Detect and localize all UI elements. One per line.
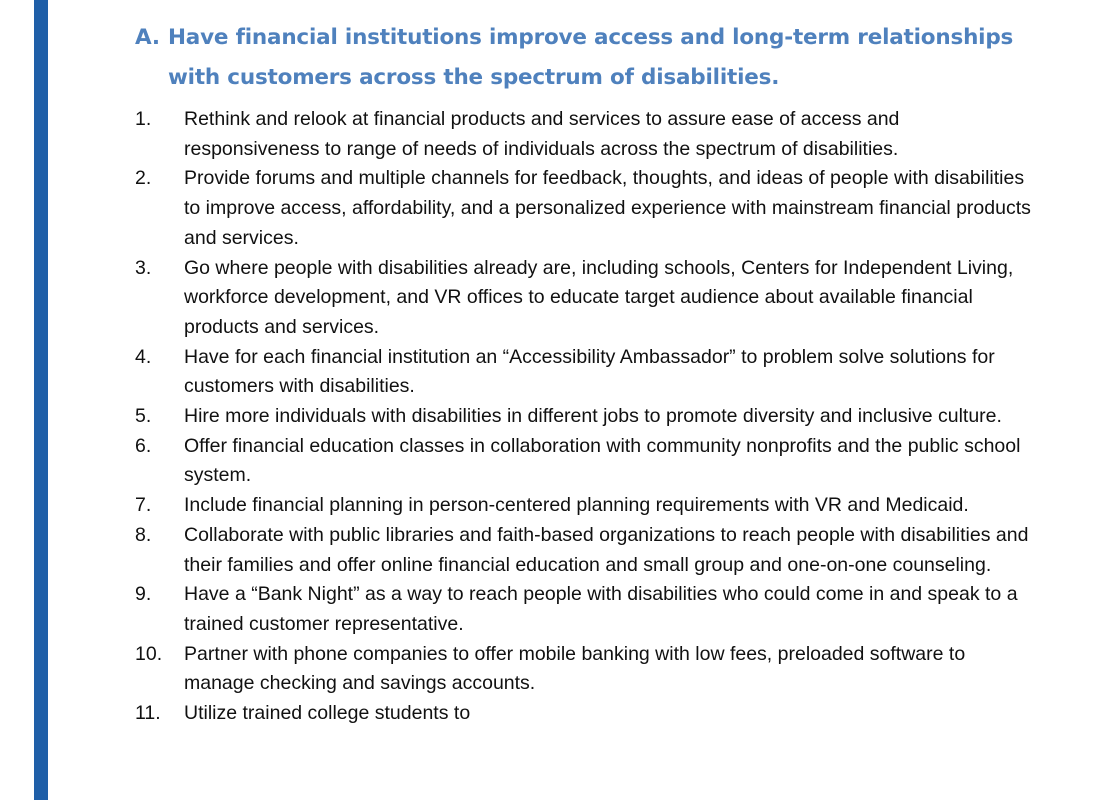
list-item [0,402,1100,432]
list-item-text: Collaborate with public libraries and faith-based organizations to reach people with disabilities and their families and offer online financial education and small group and one-on-one counseling. [184,523,1029,576]
list-item [0,343,1100,402]
list-item-number: 8. [135,523,152,546]
list-item [0,699,1100,729]
list-item [0,254,1100,343]
list-item-text: Have for each financial institution an “Accessibility Ambassador” to problem solve solutions for customers with disabilities. [184,345,995,398]
list-item-text: Provide forums and multiple channels for feedback, thoughts, and ideas of people with disabilities to improve access, affordability, and a personalized experience with mainstream financial products and services. [184,167,1031,249]
list-item-number: 4. [135,345,152,368]
list-item-text: Have a “Bank Night” as a way to reach people with disabilities who could come in and speak to a trained customer representative. [184,583,1018,635]
list-item [0,521,1100,580]
list-item-text: Rethink and relook at financial products and services to assure ease of access and responsiveness to range of needs of individuals across the spectrum of disabilities. [184,108,900,160]
list-item-number: 11. [135,702,161,725]
list-item [0,491,1100,521]
list-item-text: Go where people with disabilities already are, including schools, Centers for Independent Living, workforce development, and VR offices to educate target audience about available financial products and services. [184,256,1014,338]
heading-line-2: with customers across the spectrum of disabilities. [168,65,780,90]
heading-line-1: Have financial institutions improve access and long-term relationships [168,25,1014,50]
list-item [0,105,1100,164]
list-item-number: 7. [135,494,152,517]
list-item-number: 6. [135,434,152,457]
list-item-text: Utilize trained college students to [184,702,471,725]
recommendation-list [0,105,1100,729]
list-item [0,640,1100,699]
list-item-number: 3. [135,256,152,279]
list-item [0,432,1100,491]
list-item-text: Partner with phone companies to offer mobile banking with low fees, preloaded software to manage checking and savings accounts. [184,642,966,695]
list-item [0,164,1100,253]
section-marker: A. [135,25,160,50]
list-item-text: Include financial planning in person-centered planning requirements with VR and Medicaid. [184,494,969,517]
list-item-number: 5. [135,405,152,428]
list-item-number: 9. [135,583,152,606]
list-item [0,580,1100,639]
section-heading [135,18,1035,98]
list-item-number: 1. [135,108,152,130]
list-item-text: Hire more individuals with disabilities in different jobs to promote diversity and inclusive culture. [184,405,1002,428]
list-item-text: Offer financial education classes in collaboration with community nonprofits and the public school system. [184,434,1021,487]
list-item-number: 10. [135,642,163,665]
list-item-number: 2. [135,167,152,190]
